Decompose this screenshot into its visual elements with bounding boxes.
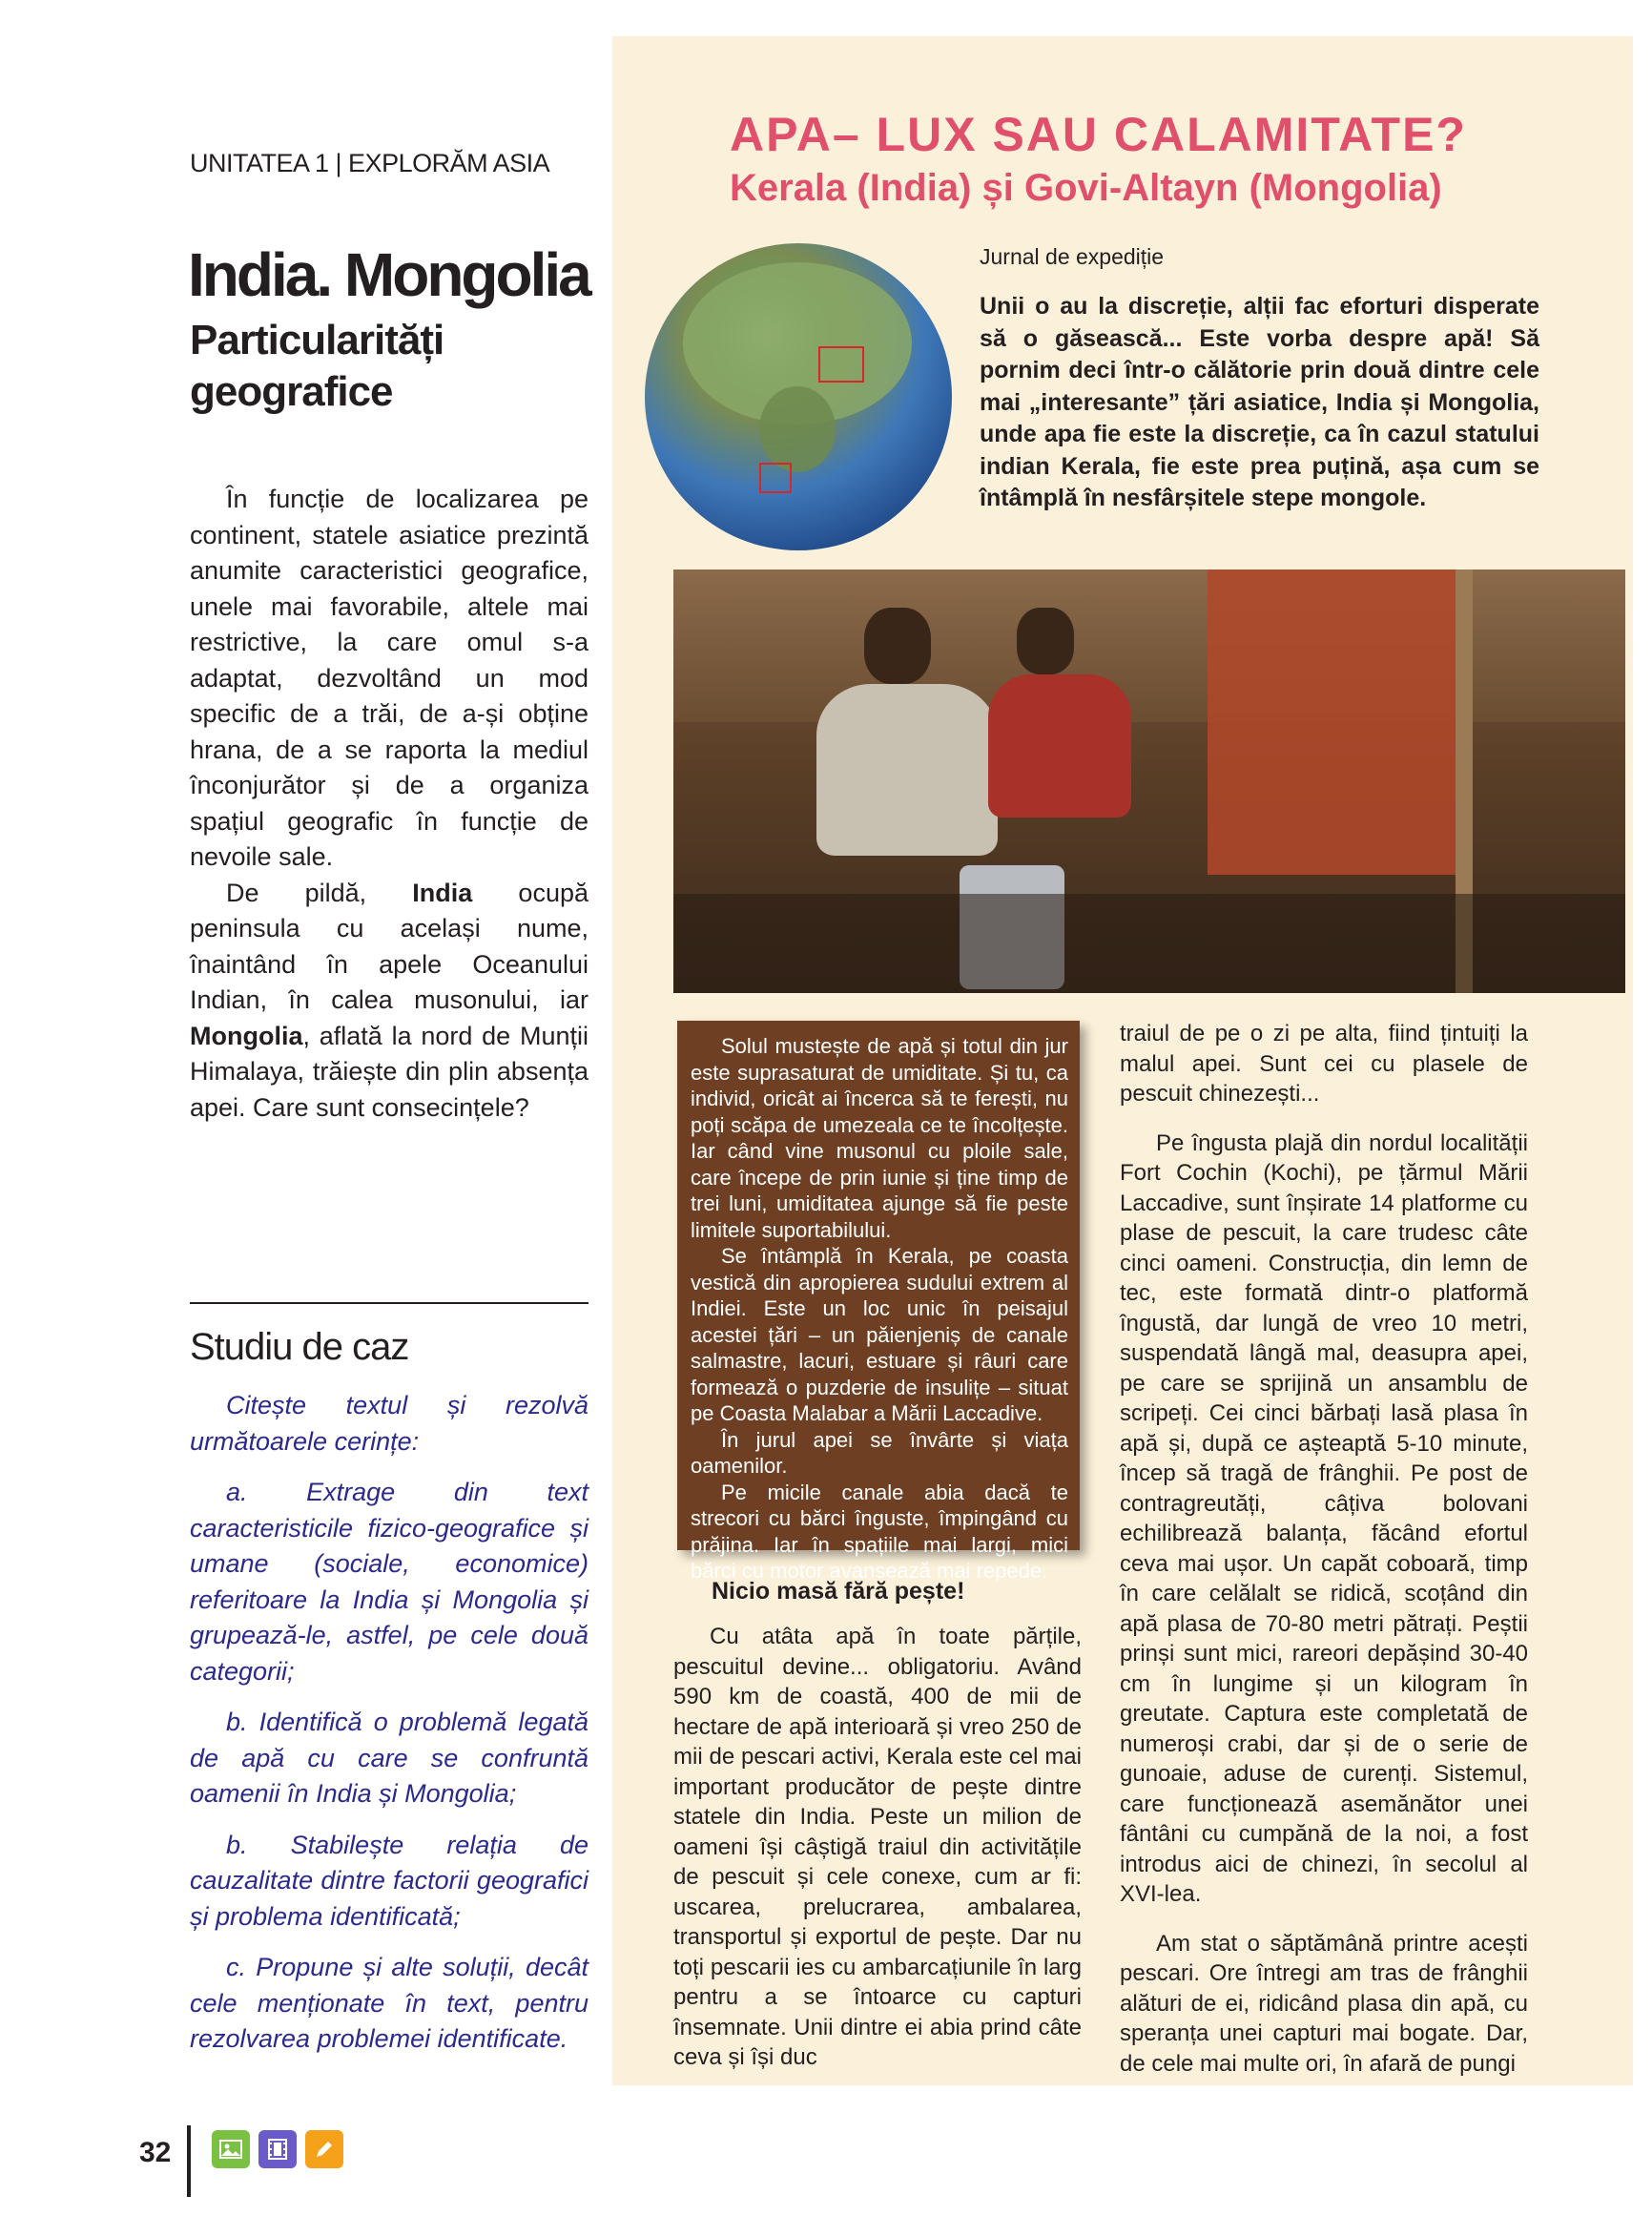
- case-study-item-b1: b. Identifică o problemă legată de apă cu care se confruntă oamenii în India și Mongolia;: [190, 1708, 589, 1808]
- article-column-right: [1120, 1019, 1528, 2098]
- india-bold: India: [412, 878, 473, 907]
- case-study-item-b2: b. Stabilește relația de cauzalitate dintre factorii geografici și problema identificată;: [190, 1830, 589, 1931]
- page-number: 32: [139, 2137, 172, 2168]
- case-study-body: [190, 1388, 589, 2073]
- photo-shadow: [673, 894, 1625, 993]
- article-subtitle: Kerala (India) și Govi-Altayn (Mongolia): [730, 167, 1442, 209]
- case-study-instruction: Citește textul și rezolvă următoarele cerințe:: [190, 1391, 589, 1456]
- photo-tent: [1208, 570, 1456, 875]
- article-column-middle: [673, 1622, 1082, 2073]
- article-paragraph: Am stat o săptămână printre acești pescari. Ore întregi am tras de frânghii alături de ei, ridicând plasa din apă, cu speranța unei capturi mai bogate. Dar, de cele mai multe ori, în afară de pungi: [1120, 1930, 1528, 2077]
- photo-ground: [673, 570, 1625, 722]
- image-icon[interactable]: [212, 2130, 250, 2168]
- journal-label: Jurnal de expediție: [980, 244, 1165, 269]
- kerala-sidebar-text: [691, 1033, 1068, 1584]
- unit-label: UNITATEA 1 | EXPLORĂM ASIA: [190, 149, 550, 177]
- photo-person-body: [988, 674, 1131, 818]
- sidebar-paragraph: Se întâmplă în Kerala, pe coasta vestică din apropierea sudului extrem al Indiei. Este un loc unic în peisajul acestei țări – un păienjeniș de canale salmastre, lacuri, estuare și râuri care formează o puzderie de insulițe – situat pe Coasta Malabar a Mării Laccadive.: [691, 1244, 1068, 1425]
- photo-person-head: [864, 608, 931, 684]
- case-study-item-a: a. Extrage din text caracteristicile fizico-geografice și umane (sociale, economice) referitoare la India și Mongolia și grupează-le, astfel, pe cele două categorii;: [190, 1478, 589, 1686]
- intro-paragraph-2: De pildă, India ocupă peninsula cu același nume, înaintând în apele Oceanului Indian, în calea musonului, iar Mongolia, aflată la nord de Munții Himalaya, trăiește din plin absența apei. Care sunt consecințele?: [190, 878, 589, 1122]
- photo-person-body: [816, 684, 998, 856]
- mongolia-marker: [818, 346, 864, 383]
- pencil-icon[interactable]: [305, 2130, 343, 2168]
- lesson-subtitle: Particularități geografice: [190, 317, 444, 415]
- article-paragraph: Cu atâta apă în toate părțile, pescuitul devine... obligatoriu. Având 590 km de coastă, 400 de mii de hectare de apă interioară și vreo 250 de mii de pescari activi, Kerala este cel mai important producător de pește dintre statele din India. Peste un milion de oameni își câștigă traiul din activitățile de pescuit și cele conexe, cum ar fi: uscarea, prelucrarea, ambalarea, transportul și exportul de pește. Dar nu toți pescarii ies cu ambarcațiunile în larg pentru a se întoarce cu capturi însemnate. Unii dintre ei abia prind câte ceva și își duc: [673, 1624, 1082, 2070]
- sidebar-paragraph: În jurul apei se învârte și viața oamenilor.: [691, 1427, 1068, 1478]
- case-study-title: Studiu de caz: [190, 1326, 409, 1368]
- case-study-item-c: c. Propune și alte soluții, decât cele menționate în text, pentru rezolvarea problemei identificate.: [190, 1953, 589, 2053]
- mongolia-photo: [673, 570, 1625, 993]
- mongolia-bold: Mongolia: [190, 1021, 303, 1050]
- article-paragraph: traiul de pe o zi pe alta, fiind țintuiți la malul apei. Sunt cei cu plasele de pescuit chinezești...: [1120, 1021, 1528, 1107]
- intro-paragraph-1: În funcție de localizarea pe continent, statele asiatice prezintă anumite caracteristici geografice, unele mai favorabile, altele mai restrictive, la care omul s-a adaptat, dezvoltând un mod specific de a trăi, de a-și obține hrana, de a se raporta la mediul înconjurător și de a organiza spațiul geografic în funcție de nevoile sale.: [190, 485, 589, 871]
- intro-text: [190, 482, 589, 1126]
- photo-person-head: [1017, 608, 1074, 674]
- lesson-title: India. Mongolia: [188, 240, 589, 309]
- article-title: APA– LUX SAU CALAMITATE?: [730, 108, 1467, 161]
- land-mass: [759, 386, 836, 472]
- case-study-divider: [190, 1302, 589, 1304]
- footer-divider: [187, 2125, 191, 2197]
- film-icon[interactable]: [258, 2130, 297, 2168]
- article-paragraph: Pe îngusta plajă din nordul localității Fort Cochin (Kochi), pe țărmul Mării Laccadive, sunt înșirate 14 platforme cu plase de pescuit, la care trudesc câte cinci oameni. Construcția, din lemn de tec, este formată dintr-o platformă îngustă, dar lungă de vreo 10 metri, suspendată lângă mal, deasupra apei, pe care se sprijină un ansamblu de scripeți. Cei cinci bărbați lasă plasa în apă și, după ce așteaptă 5-10 minute, încep să tragă de frânghii. Pe post de contragreutăți, câțiva bolovani echilibrează balanța, făcând efortul ceva mai ușor. Un capăt coboară, timp în care celălalt se ridică, scoțând din apă plasa de 70-80 metri pătrați. Peștii prinși sunt mici, rareori depășind 30-40 cm în lungime și un kilogram în greutate. Captura este completată de numeroși crabi, dar și de o serie de gunoaie, aduse de curenți. Sistemul, care funcționează asemănător unei fântâni cu cumpănă de la noi, a fost introdus aici de chinezi, în secolul al XVI-lea.: [1120, 1129, 1528, 1907]
- sidebar-paragraph: Pe micile canale abia dacă te strecori cu bărci înguste, împingând cu prăjina. Iar în spațiile mai largi, mici bărci cu motor avansează mai repede.: [691, 1480, 1068, 1583]
- journal-text: Unii o au la discreție, alții fac eforturi disperate să o găsească... Este vorba despre apă! Să pornim deci într-o călătorie prin două dintre cele mai „interesante” țări asiatice, India și Mongolia, unde apa fie este la discreție, ca în cazul statului indian Kerala, fie este prea puțină, așa cum se întâmplă în nesfârșitele stepe mongole.: [980, 293, 1539, 511]
- kerala-marker: [759, 463, 792, 493]
- asia-globe-map: [645, 243, 952, 550]
- sidebar-paragraph: Solul mustește de apă și totul din jur este suprasaturat de umiditate. Și tu, ca individ, oricât ai încerca să te ferești, nu poți scăpa de umezeala ce te încolțește. Iar când vine musonul cu ploile sale, care începe de prin iunie și ține timp de trei luni, umiditatea ajunge să fie peste limitele suportabilului.: [691, 1034, 1068, 1242]
- section-heading: Nicio masă fără pește!: [712, 1578, 965, 1605]
